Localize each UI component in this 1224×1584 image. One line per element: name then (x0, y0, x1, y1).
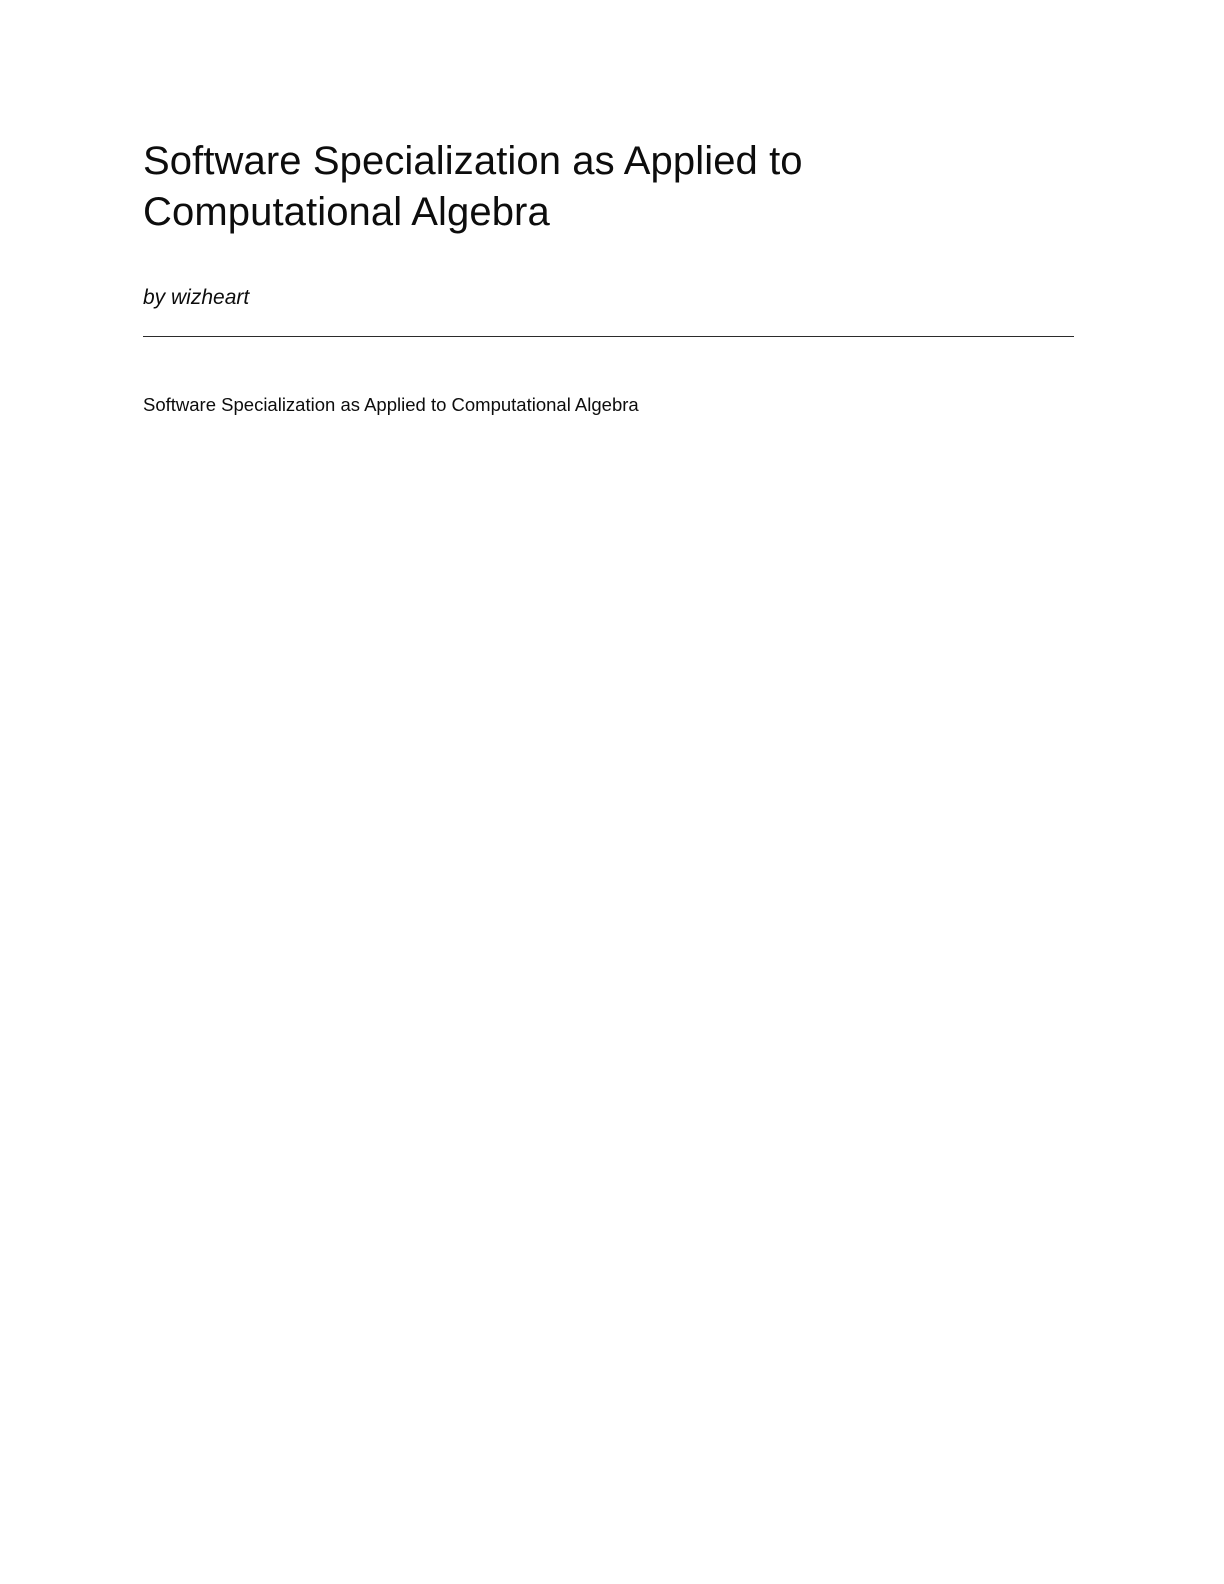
document-content (143, 0, 1074, 419)
body-paragraph: Software Specialization as Applied to Computational Algebra (143, 394, 639, 416)
title-divider (143, 336, 1074, 337)
page-title: Software Specialization as Applied to Computational Algebra (143, 139, 803, 235)
author-byline: by wizheart (143, 286, 250, 310)
